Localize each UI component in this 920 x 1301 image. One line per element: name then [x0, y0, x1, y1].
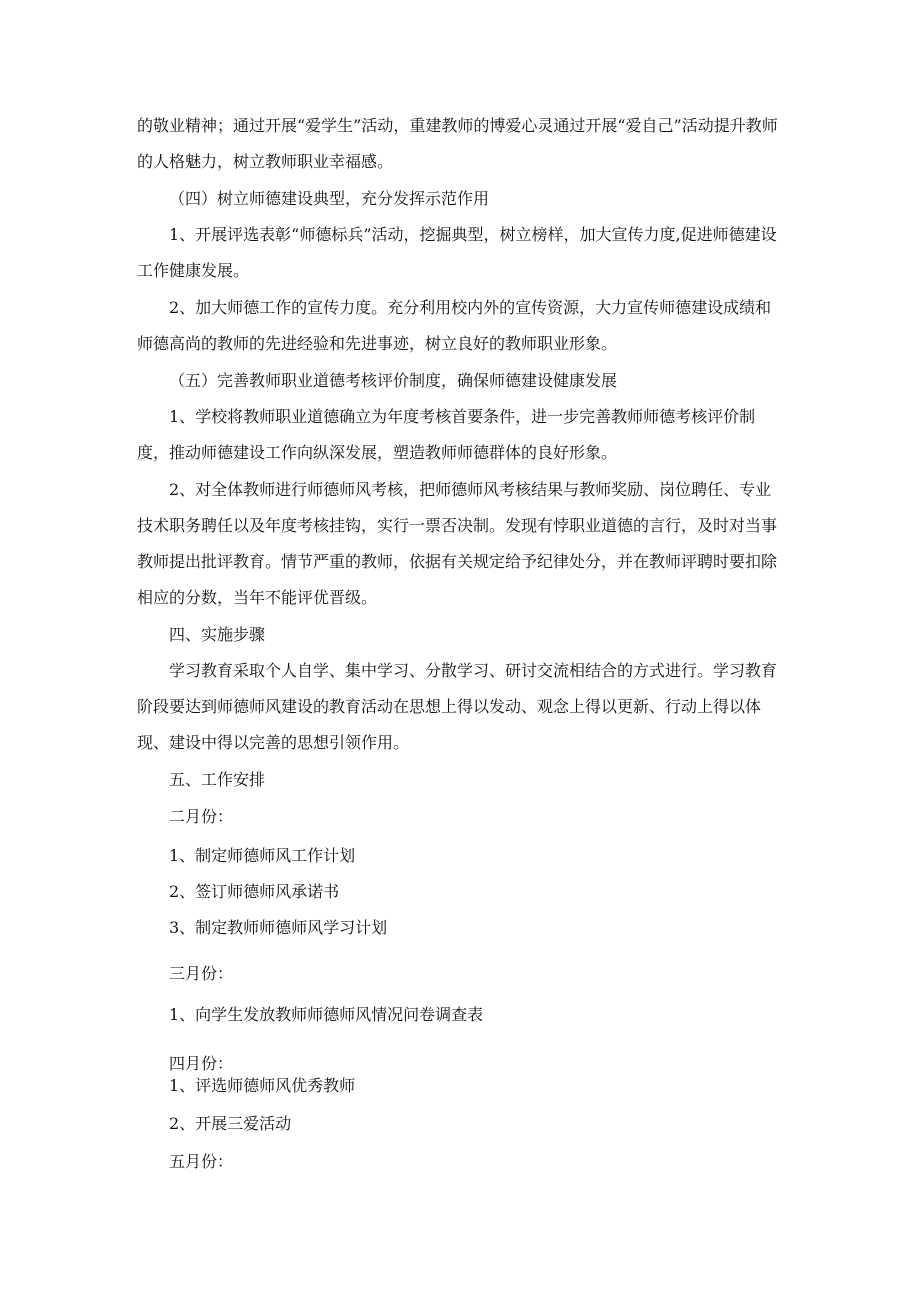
list-item-february-2: 2、签订师德师风承诺书	[169, 882, 340, 901]
list-item-april-1: 1、评选师德师风优秀教师	[169, 1076, 356, 1095]
section-heading-5: （五）完善教师职业道德考核评价制度，确保师德建设健康发展	[169, 371, 618, 390]
list-item-february-1: 1、制定师德师风工作计划	[169, 846, 356, 865]
paragraph-implementation: 学习教育采取个人自学、集中学习、分散学习、研讨交流相结合的方式进行。学习教育阶段要达到师德师风建设的教育活动在思想上得以发动、观念上得以更新、行动上得以体现、建设中得以完善的思想引领作用。	[137, 661, 778, 752]
month-heading-february: 二月份：	[169, 807, 234, 826]
list-item-february-3: 3、制定教师师德师风学习计划	[169, 918, 388, 937]
paragraph-5-1: 1、学校将教师职业道德确立为年度考核首要条件，进一步完善教师师德考核评价制度，推动师德建设工作向纵深发展，塑造教师师德群体的良好形象。	[137, 407, 756, 462]
list-item-march-1: 1、向学生发放教师师德师风情况问卷调查表	[169, 1005, 484, 1024]
month-heading-may: 五月份：	[169, 1152, 234, 1171]
section-heading-4: （四）树立师德建设典型，充分发挥示范作用	[169, 189, 490, 208]
month-heading-march: 三月份：	[169, 964, 234, 983]
month-heading-april: 四月份：	[169, 1054, 234, 1073]
paragraph-5-2: 2、对全体教师进行师德师风考核，把师德师风考核结果与教师奖励、岗位聘任、专业技术职务聘任以及年度考核挂钩，实行一票否决制。发现有悖职业道德的言行，及时对当事教师提出批评教育。情节严重的教师，依据有关规定给予纪律处分，并在教师评聘时要扣除相应的分数，当年不能评优晋级。	[137, 480, 778, 607]
list-item-april-2: 2、开展三爱活动	[169, 1114, 292, 1133]
section-heading-implementation: 四、实施步骤	[169, 625, 266, 644]
paragraph-4-1: 1、开展评选表彰“师德标兵”活动，挖掘典型，树立榜样，加大宣传力度,促进师德建设工作健康发展。	[137, 225, 777, 280]
paragraph-dedication-continued: 的敬业精神；通过开展“爱学生”活动，重建教师的博爱心灵通过开展“爱自己”活动提升教师的人格魅力，树立教师职业幸福感。	[137, 116, 778, 171]
section-heading-work-plan: 五、工作安排	[169, 770, 266, 789]
paragraph-4-2: 2、加大师德工作的宣传力度。充分利用校内外的宣传资源，大力宣传师德建设成绩和师德高尚的教师的先进经验和先进事迹，树立良好的教师职业形象。	[137, 298, 772, 353]
